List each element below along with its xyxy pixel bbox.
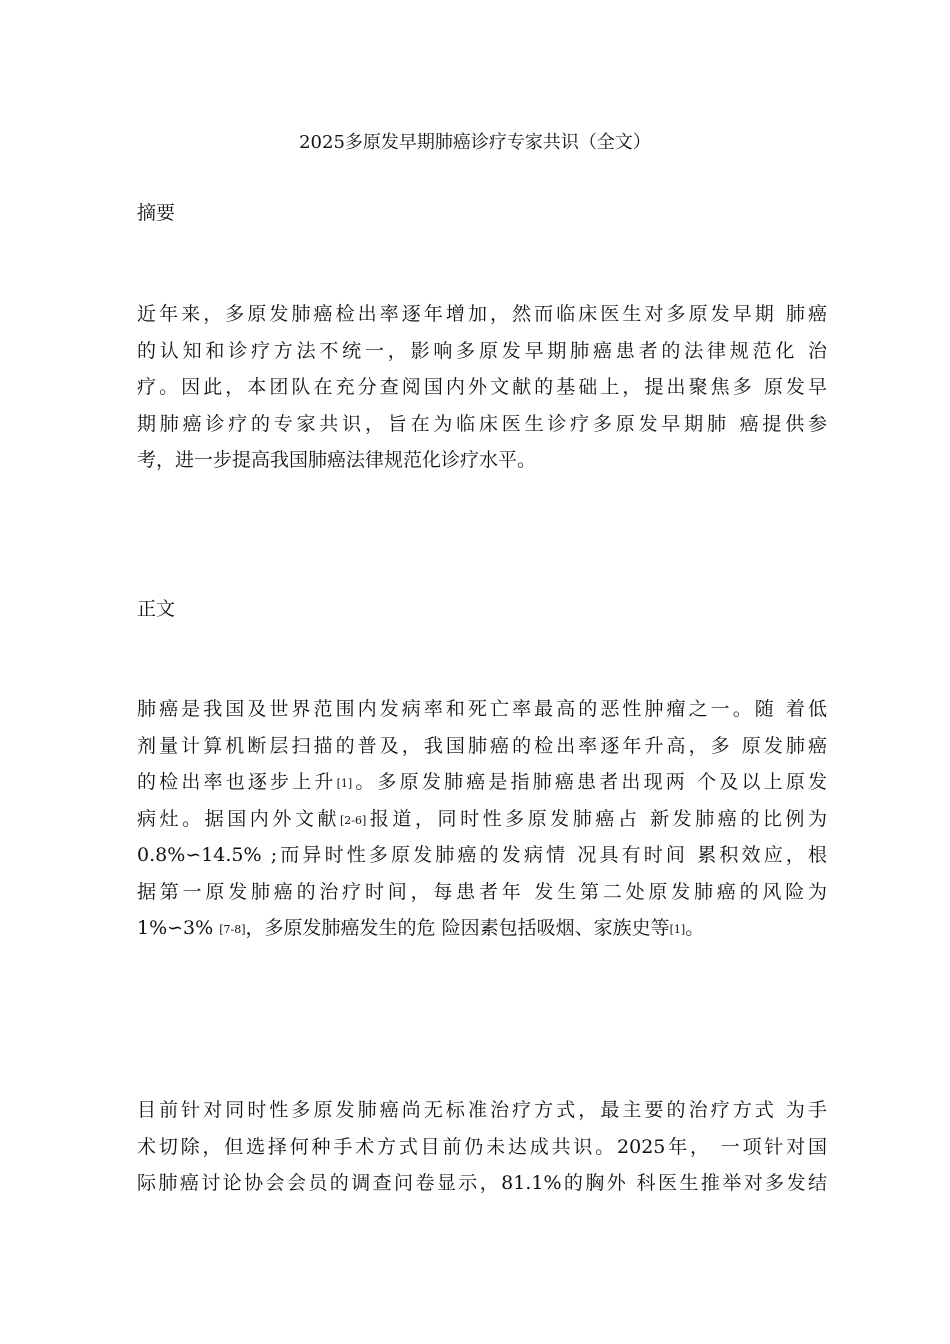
body-heading: 正文 [137,598,176,620]
body-line: 据第一原发肺癌的治疗时间，每患者年 发生第二处原发肺癌的风险为 [137,880,827,903]
body-text: 。 [685,917,705,939]
body-paragraph-2 [137,1092,827,1202]
body-paragraph-1 [137,691,827,947]
abstract-line: 考，进一步提高我国肺癌法律规范化诊疗水平。 [137,449,537,471]
abstract-heading: 摘要 [137,202,176,224]
body-line: 目前针对同时性多原发肺癌尚无标准治疗方式，最主要的治疗方式 为手 [137,1099,827,1121]
abstract-line: 近年来，多原发肺癌检出率逐年增加，然而临床医生对多原发早期 肺癌 [137,303,827,325]
body-text: 1%∽3% [137,917,220,939]
body-line: 0.8%∽14.5% ;而异时性多原发肺癌的发病情 况具有时间 累积效应，根 [137,844,827,866]
body-text: 病灶。据国内外文献 [137,807,340,830]
abstract-line: 的认知和诊疗方法不统一，影响多原发早期肺癌患者的法律规范化 治 [137,339,827,362]
citation-ref: [7-8] [219,923,246,936]
abstract-line: 疗。因此，本团队在充分查阅国内外文献的基础上，提出聚焦多 原发早 [137,376,827,398]
body-text: 的检出率也逐步上升 [137,771,337,793]
body-text: 报道，同时性多原发肺癌占 新发肺癌的比例为 [366,807,827,830]
body-text: 。多原发肺癌是指肺癌患者出现两 个及以上原发 [352,771,827,793]
citation-ref: [2-6] [340,813,367,827]
body-line [137,764,827,801]
body-text: ，多原发肺癌发生的危 险因素包括吸烟、家族史等 [245,917,670,939]
body-line: 肺癌是我国及世界范围内发病率和死亡率最高的恶性肿瘤之一。随 着低 [137,698,827,720]
body-line: 剂量计算机断层扫描的普及，我国肺癌的检出率逐年升高，多 原发肺癌 [137,734,827,757]
citation-ref: [1] [669,923,686,936]
body-line [137,801,827,838]
body-line [137,910,827,947]
citation-ref: [1] [336,777,353,790]
body-line: 际肺癌讨论协会会员的调查问卷显示，81.1%的胸外 科医生推举对多发结 [137,1172,827,1194]
abstract-paragraph [137,296,827,479]
abstract-line: 期肺癌诊疗的专家共识，旨在为临床医生诊疗多原发早期肺 癌提供参 [137,412,827,435]
document-title: 2025多原发早期肺癌诊疗专家共识（全文） [299,132,651,153]
body-line: 术切除，但选择何种手术方式目前仍未达成共识。2025年， 一项针对国 [137,1135,827,1158]
